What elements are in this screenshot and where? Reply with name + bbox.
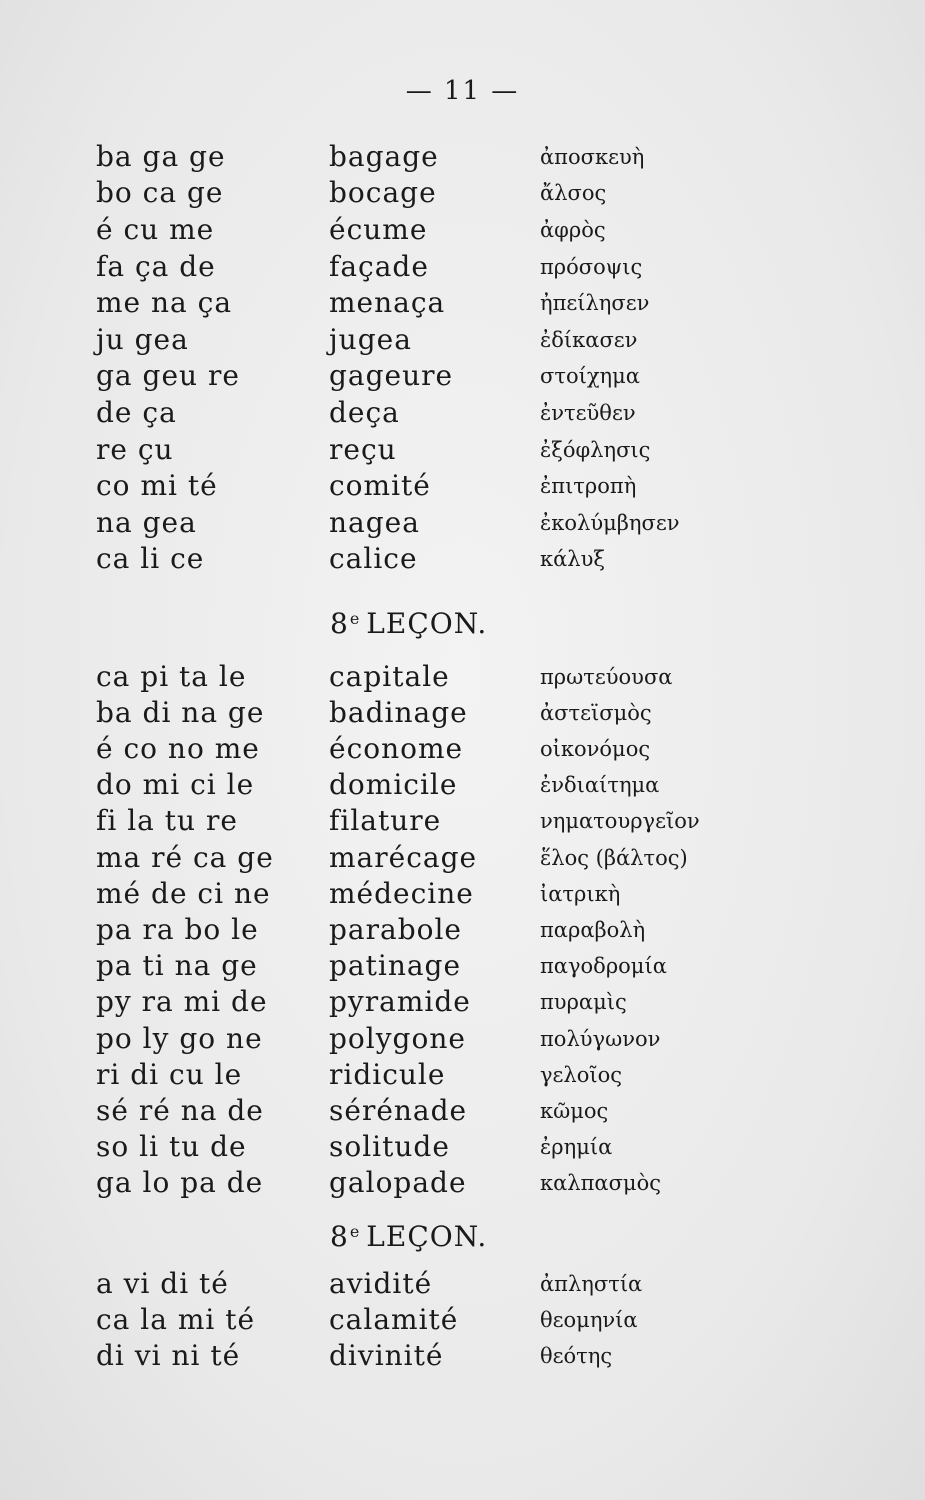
- greek-translation: ἕλος (βάλτος): [540, 846, 688, 870]
- french-word: deça: [329, 396, 400, 429]
- greek-translation: ἠπείλησεν: [540, 291, 650, 315]
- lesson-number: 8: [330, 607, 349, 640]
- list-item: [0, 432, 925, 468]
- lesson-number: 8: [330, 1220, 349, 1253]
- french-word: reçu: [329, 433, 397, 466]
- syllables: na gea: [96, 506, 197, 539]
- list-item: [0, 659, 925, 695]
- syllables: di vi ni té: [96, 1339, 241, 1372]
- list-item: [0, 1129, 925, 1165]
- lesson-word: LEÇON.: [366, 607, 488, 640]
- list-item: [0, 139, 925, 175]
- lesson-heading: [0, 607, 925, 643]
- syllables: co mi té: [96, 469, 218, 502]
- list-item: [0, 1165, 925, 1201]
- syllables: sé ré na de: [96, 1094, 264, 1127]
- greek-translation: ἀστεϊσμὸς: [540, 701, 652, 725]
- greek-translation: ἐκολύμβησεν: [540, 511, 680, 535]
- syllables: fi la tu re: [96, 804, 238, 837]
- syllables: re çu: [96, 433, 174, 466]
- list-item: [0, 322, 925, 358]
- french-word: marécage: [329, 841, 478, 874]
- list-item: [0, 285, 925, 321]
- lesson-number-suffix: e: [349, 1222, 361, 1241]
- list-item: [0, 1021, 925, 1057]
- syllables: ba di na ge: [96, 696, 265, 729]
- french-word: capitale: [329, 660, 450, 693]
- french-word: économe: [329, 732, 464, 765]
- list-item: [0, 1093, 925, 1129]
- list-item: [0, 695, 925, 731]
- list-item: [0, 212, 925, 248]
- greek-translation: κῶμος: [540, 1099, 609, 1123]
- greek-translation: ἀφρὸς: [540, 218, 606, 242]
- greek-translation: παραβολὴ: [540, 918, 646, 942]
- syllables: bo ca ge: [96, 176, 224, 209]
- french-word: solitude: [329, 1130, 450, 1163]
- lesson-number-suffix: e: [349, 609, 361, 628]
- french-word: nagea: [329, 506, 420, 539]
- french-word: galopade: [329, 1166, 467, 1199]
- french-word: calice: [329, 542, 418, 575]
- list-item: [0, 948, 925, 984]
- french-word: divinité: [329, 1339, 444, 1372]
- french-word: filature: [329, 804, 442, 837]
- greek-translation: ἐρημία: [540, 1135, 613, 1159]
- french-word: bagage: [329, 140, 439, 173]
- french-word: menaça: [329, 286, 446, 319]
- greek-translation: ἄλσος: [540, 181, 607, 205]
- french-word: domicile: [329, 768, 458, 801]
- greek-translation: θεομηνία: [540, 1308, 638, 1332]
- french-word: façade: [329, 250, 429, 283]
- list-item: [0, 541, 925, 577]
- syllables: ri di cu le: [96, 1058, 243, 1091]
- list-item: [0, 767, 925, 803]
- greek-translation: ἀποσκευὴ: [540, 145, 645, 169]
- page-number: — 11 —: [405, 76, 520, 106]
- list-item: [0, 1266, 925, 1302]
- list-item: [0, 876, 925, 912]
- greek-translation: ἰατρικὴ: [540, 882, 621, 906]
- greek-translation: πυραμὶς: [540, 990, 627, 1014]
- french-word: parabole: [329, 913, 463, 946]
- french-word: médecine: [329, 877, 474, 910]
- list-item: [0, 468, 925, 504]
- syllables: de ça: [96, 396, 177, 429]
- french-word: ridicule: [329, 1058, 446, 1091]
- lesson-heading: [0, 1220, 925, 1256]
- list-item: [0, 505, 925, 541]
- greek-translation: πρόσοψις: [540, 255, 643, 279]
- syllables: ma ré ca ge: [96, 841, 274, 874]
- syllables: ca la mi té: [96, 1303, 256, 1336]
- syllables: pa ra bo le: [96, 913, 259, 946]
- greek-translation: στοίχημα: [540, 364, 640, 388]
- greek-translation: παγοδρομία: [540, 954, 667, 978]
- syllables: mé de ci ne: [96, 877, 271, 910]
- syllables: fa ça de: [96, 250, 216, 283]
- lesson-heading-text: [330, 607, 487, 640]
- french-word: patinage: [329, 949, 462, 982]
- french-word: badinage: [329, 696, 468, 729]
- syllables: pa ti na ge: [96, 949, 258, 982]
- syllables: so li tu de: [96, 1130, 247, 1163]
- syllables: me na ça: [96, 286, 233, 319]
- greek-translation: καλπασμὸς: [540, 1171, 661, 1195]
- list-item: [0, 249, 925, 285]
- greek-translation: γελοῖος: [540, 1063, 623, 1087]
- syllables: ca pi ta le: [96, 660, 247, 693]
- greek-translation: ἐντεῦθεν: [540, 401, 636, 425]
- list-item: [0, 803, 925, 839]
- french-word: jugea: [329, 323, 412, 356]
- syllables: ju gea: [96, 323, 189, 356]
- greek-translation: νηματουργεῖον: [540, 809, 700, 833]
- syllables: ga geu re: [96, 359, 240, 392]
- list-item: [0, 1057, 925, 1093]
- greek-translation: ἀπληστία: [540, 1272, 643, 1296]
- list-item: [0, 1338, 925, 1374]
- list-item: [0, 912, 925, 948]
- syllables: é cu me: [96, 213, 215, 246]
- list-item: [0, 395, 925, 431]
- lesson-heading-text: [330, 1220, 487, 1253]
- list-item: [0, 731, 925, 767]
- greek-translation: θεότης: [540, 1344, 613, 1368]
- greek-translation: ἐδίκασεν: [540, 328, 638, 352]
- syllables: ba ga ge: [96, 140, 226, 173]
- french-word: sérénade: [329, 1094, 468, 1127]
- syllables: ga lo pa de: [96, 1166, 264, 1199]
- syllables: py ra mi de: [96, 985, 268, 1018]
- list-item: [0, 175, 925, 211]
- list-item: [0, 840, 925, 876]
- syllables: po ly go ne: [96, 1022, 263, 1055]
- french-word: polygone: [329, 1022, 466, 1055]
- lesson-word: LEÇON.: [366, 1220, 488, 1253]
- greek-translation: πολύγωνον: [540, 1027, 661, 1051]
- syllables: a vi di té: [96, 1267, 229, 1300]
- french-word: bocage: [329, 176, 437, 209]
- greek-translation: πρωτεύουσα: [540, 665, 673, 689]
- list-item: [0, 1302, 925, 1338]
- list-item: [0, 984, 925, 1020]
- french-word: calamité: [329, 1303, 459, 1336]
- greek-translation: ἐξόφλησις: [540, 438, 651, 462]
- syllables: do mi ci le: [96, 768, 255, 801]
- syllables: é co no me: [96, 732, 260, 765]
- syllables: ca li ce: [96, 542, 205, 575]
- french-word: gageure: [329, 359, 454, 392]
- greek-translation: κάλυξ: [540, 547, 605, 571]
- french-word: comité: [329, 469, 431, 502]
- list-item: [0, 358, 925, 394]
- french-word: pyramide: [329, 985, 471, 1018]
- greek-translation: οἰκονόμος: [540, 737, 651, 761]
- french-word: écume: [329, 213, 428, 246]
- greek-translation: ἐπιτροπὴ: [540, 474, 637, 498]
- french-word: avidité: [329, 1267, 433, 1300]
- greek-translation: ἐνδιαίτημα: [540, 773, 660, 797]
